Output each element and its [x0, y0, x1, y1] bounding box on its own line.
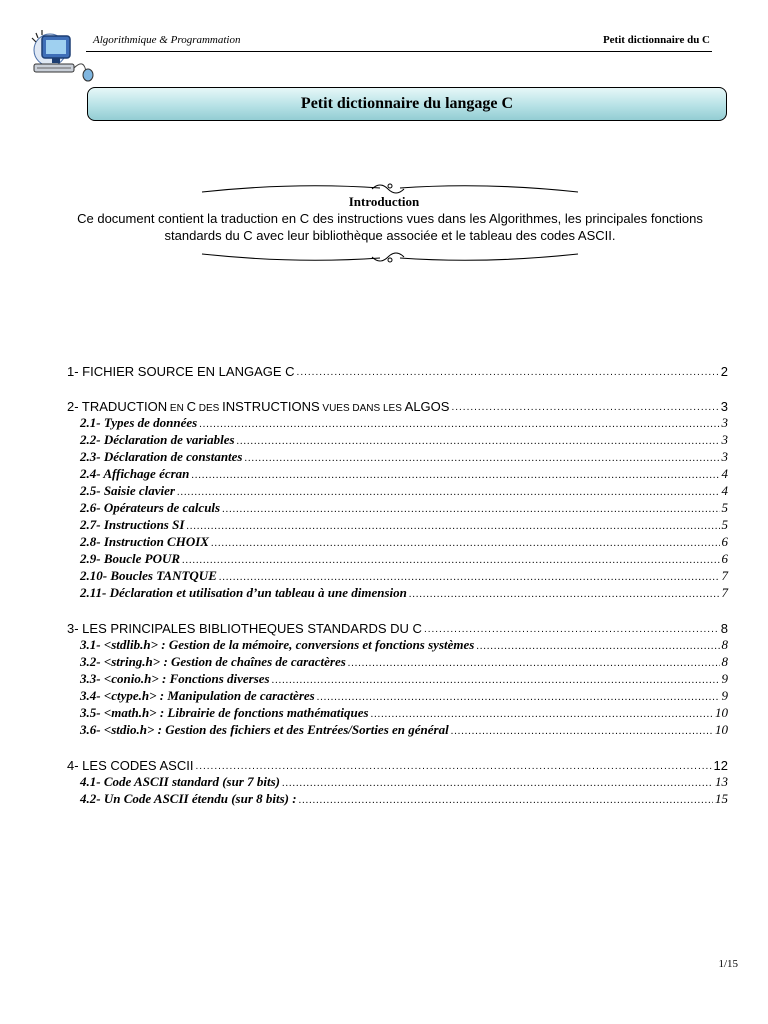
toc-label: 2.2- Déclaration de variables	[80, 432, 235, 447]
toc-page: 2	[720, 364, 728, 379]
toc-label: 2.9- Boucle POUR	[80, 551, 181, 566]
toc-item[interactable]	[67, 653, 728, 670]
toc-label: 4- LES CODES ASCII	[67, 758, 194, 773]
page-number: 1/15	[718, 958, 738, 970]
toc-page: 12	[713, 758, 728, 773]
toc-leader	[297, 366, 719, 379]
toc-section-4[interactable]	[67, 756, 728, 773]
toc-page: 8	[721, 654, 728, 669]
toc-section-2[interactable]	[67, 397, 728, 414]
header-divider	[86, 51, 712, 52]
toc-label: 3.4- <ctype.h> : Manipulation de caractères	[80, 688, 315, 703]
toc-label: 2.10- Boucles TANTQUE	[80, 568, 217, 583]
toc-page: 7	[721, 585, 728, 600]
computer-logo-icon	[28, 28, 100, 84]
toc-section-3[interactable]	[67, 619, 728, 636]
toc-label: 2.5- Saisie clavier	[80, 483, 175, 498]
header-right-text: Petit dictionnaire du C	[602, 34, 710, 46]
toc-label: 3.2- <string.h> : Gestion de chaînes de caractères	[80, 654, 346, 669]
toc-label: 3.3- <conio.h> : Fonctions diverses	[80, 671, 270, 686]
toc-item[interactable]	[67, 448, 728, 465]
toc-label: 1- FICHIER SOURCE EN LANGAGE C	[67, 364, 295, 379]
header-left-text: Algorithmique & Programmation	[93, 34, 241, 46]
toc-item[interactable]	[67, 721, 728, 738]
toc-item[interactable]	[67, 567, 728, 584]
toc-leader	[195, 760, 711, 773]
toc-page: 5	[721, 500, 728, 515]
document-title	[87, 87, 727, 121]
toc-item[interactable]	[67, 533, 728, 550]
toc-label: 2.7- Instructions SI	[80, 517, 185, 532]
toc-label: 2.8- Instruction CHOIX	[80, 534, 209, 549]
toc-page: 8	[721, 637, 728, 652]
toc-page: 13	[715, 774, 728, 789]
toc-label: 3.1- <stdlib.h> : Gestion de la mémoire, conversions et fonctions systèmes	[80, 637, 475, 652]
toc-item[interactable]	[67, 584, 728, 601]
toc-item[interactable]	[67, 687, 728, 704]
toc-label: 3- LES PRINCIPALES BIBLIOTHEQUES STANDARDS DU C	[67, 621, 422, 636]
toc-page: 3	[720, 399, 728, 414]
toc-page: 6	[721, 551, 728, 566]
bottom-flourish-ornament	[200, 250, 580, 266]
toc-label: 2- TRADUCTION EN C DES INSTRUCTIONS VUES DANS LES ALGOS	[67, 399, 450, 414]
toc-page: 7	[721, 568, 728, 583]
toc-item[interactable]	[67, 482, 728, 499]
toc-leader	[424, 623, 719, 636]
toc-leader	[451, 401, 718, 414]
toc-label: 2.6- Opérateurs de calculs	[80, 500, 221, 515]
toc-label: 2.4- Affichage écran	[80, 466, 190, 481]
toc-item[interactable]	[67, 670, 728, 687]
intro-text: Ce document contient la traduction en C des instructions vues dans les Algorithmes, les principales fonctions standards du C avec leur bibliothèque associée et le tableau des codes ASCII.	[77, 211, 703, 243]
toc-page: 8	[720, 621, 728, 636]
intro-title: Introduction	[348, 194, 420, 209]
toc-page: 4	[721, 466, 728, 481]
toc-label: 2.11- Déclaration et utilisation d’un tableau à une dimension	[80, 585, 407, 600]
toc-page: 10	[715, 705, 728, 720]
toc-page: 9	[721, 688, 728, 703]
toc-item[interactable]	[67, 516, 728, 533]
toc-item[interactable]	[67, 414, 728, 431]
toc-item[interactable]	[67, 790, 728, 807]
toc-page: 15	[715, 791, 728, 806]
toc-item[interactable]	[67, 704, 728, 721]
toc-label: 4.2- Un Code ASCII étendu (sur 8 bits) :	[80, 791, 297, 806]
toc-item[interactable]	[67, 431, 728, 448]
toc-page: 3	[721, 449, 728, 464]
toc-page: 5	[721, 517, 728, 532]
toc-item[interactable]	[67, 636, 728, 653]
toc-label: 4.1- Code ASCII standard (sur 7 bits)	[80, 774, 280, 789]
toc-label: 3.6- <stdio.h> : Gestion des fichiers et des Entrées/Sorties en général	[80, 722, 449, 737]
toc-page: 3	[721, 415, 728, 430]
toc-page: 10	[715, 722, 728, 737]
toc-section-1[interactable]	[67, 362, 728, 379]
toc-label: 2.1- Types de données	[80, 415, 198, 430]
toc-page: 3	[721, 432, 728, 447]
toc-item[interactable]	[67, 499, 728, 516]
toc-label: 3.5- <math.h> : Librairie de fonctions mathématiques	[80, 705, 369, 720]
document-title-text: Petit dictionnaire du langage C	[300, 95, 514, 112]
toc-page: 9	[721, 671, 728, 686]
table-of-contents	[67, 362, 728, 807]
toc-label: 2.3- Déclaration de constantes	[80, 449, 243, 464]
toc-item[interactable]	[67, 465, 728, 482]
toc-item[interactable]	[67, 773, 728, 790]
toc-page: 4	[721, 483, 728, 498]
toc-item[interactable]	[67, 550, 728, 567]
toc-page: 6	[721, 534, 728, 549]
